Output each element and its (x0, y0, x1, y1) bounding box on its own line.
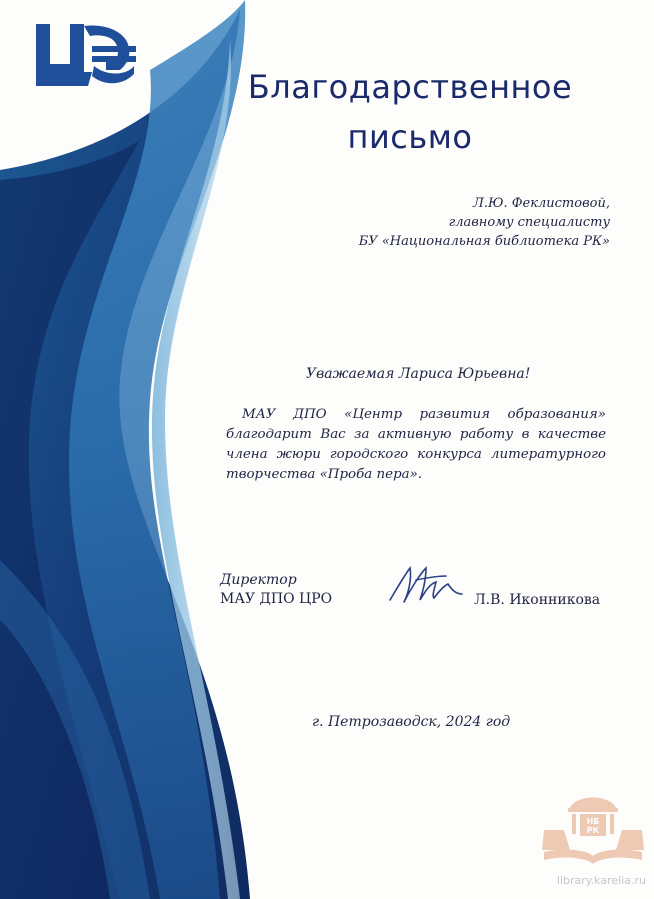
signatory-organization: МАУ ДПО ЦРО (220, 591, 333, 607)
library-stamp-icon (540, 790, 646, 868)
signatory-name: Л.В. Иконникова (474, 592, 601, 608)
recipient-block (359, 194, 610, 251)
title-line-1: Благодарственное (247, 68, 573, 106)
recipient-organization: БУ «Национальная библиотека РК» (358, 234, 610, 249)
place-and-date: г. Петрозаводск, 2024 год (312, 714, 511, 730)
svg-text:НБ: НБ (586, 817, 600, 826)
title-line-2: письмо (347, 118, 473, 156)
signatory-role: Директор (220, 572, 297, 588)
cro-logo-icon (22, 14, 140, 96)
letter-body: МАУ ДПО «Центр развития образования» благодарит Вас за активную работу в качестве члена жюри городского конкурса литературного творчества «Проба пера». (226, 407, 606, 482)
letter-title (200, 62, 620, 162)
recipient-position: главному специалисту (448, 215, 610, 230)
source-watermark: library.karelia.ru (556, 874, 646, 887)
svg-text:РК: РК (586, 826, 600, 835)
recipient-name: Л.Ю. Феклистовой, (473, 196, 610, 211)
greeting: Уважаемая Лариса Юрьевна! (306, 366, 531, 382)
handwritten-signature-icon (386, 560, 466, 610)
